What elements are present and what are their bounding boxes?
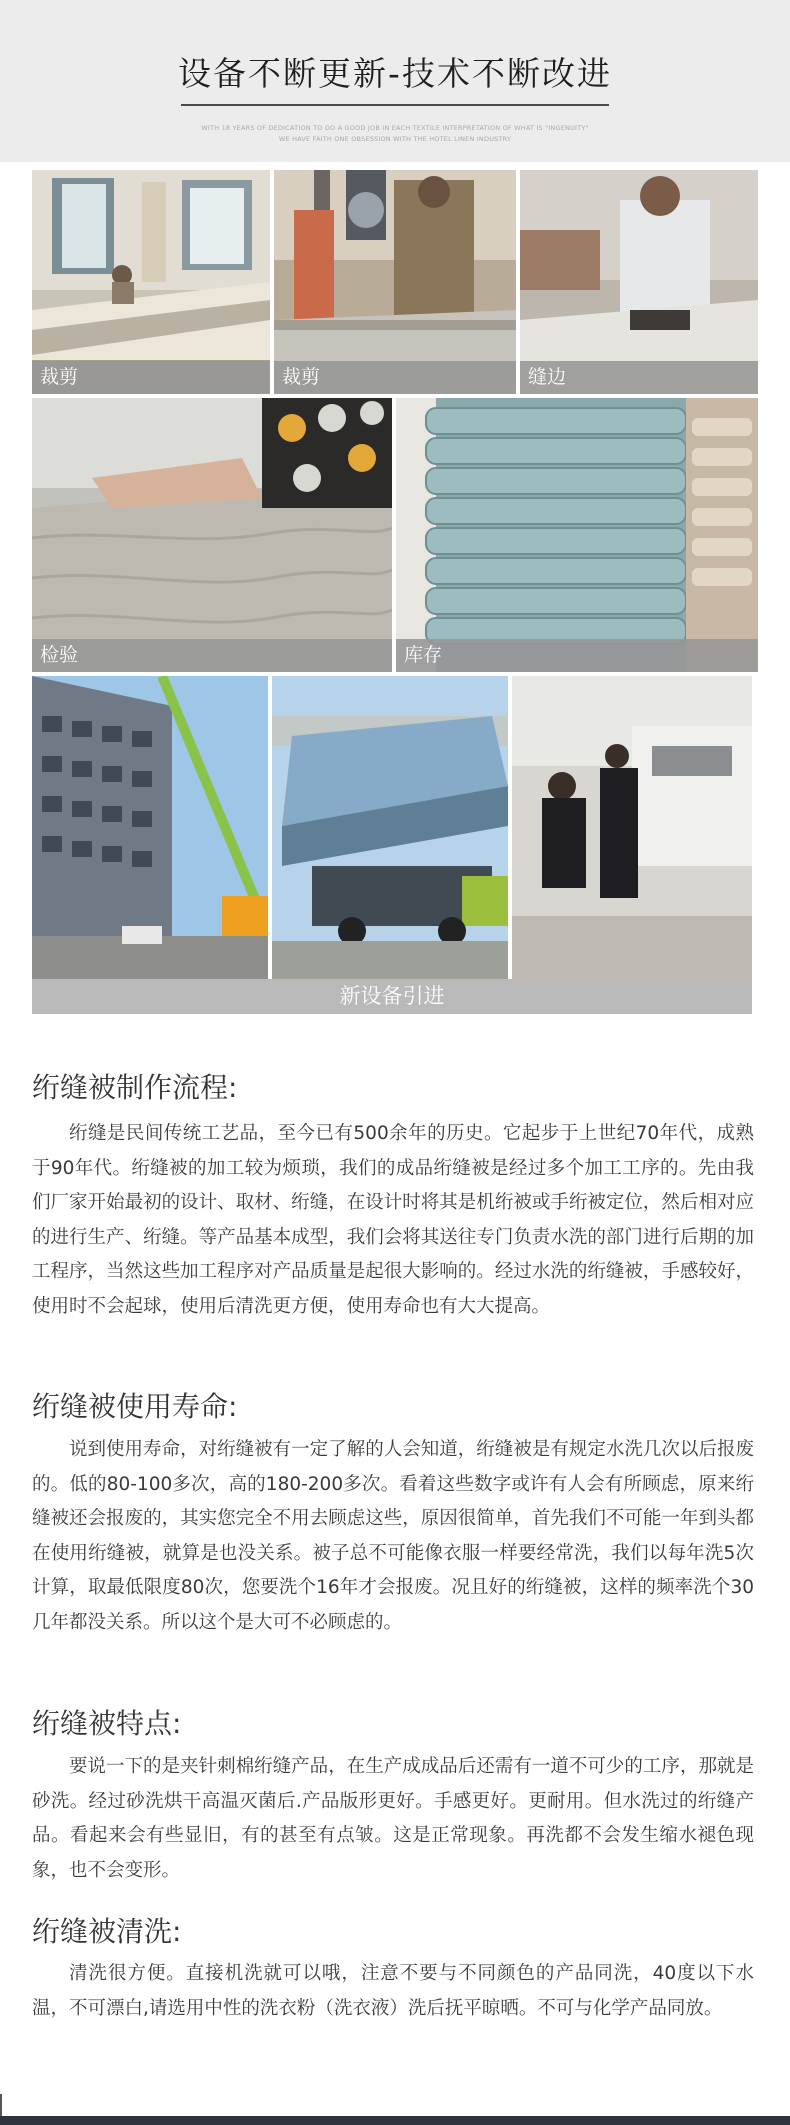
photo-cutting-2 xyxy=(274,170,516,394)
photo-caption: 裁剪 xyxy=(32,361,270,394)
header-subtitle-line2: WE HAVE FAITH ONE OBSESSION WITH THE HOTEL LINEN INDUSTRY xyxy=(278,135,512,143)
page-title: 设备不断更新-技术不断改进 xyxy=(178,54,612,93)
photo-machine-unloading xyxy=(272,676,508,979)
header-subtitle-line1: WITH 18 YEARS OF DEDICATION TO DO A GOOD JOB IN EACH TEXTILE INTERPRETATION OF WHAT IS "INGENUITY" xyxy=(201,124,589,132)
photo-cutting-1 xyxy=(32,170,270,394)
new-equipment-caption: 新设备引进 xyxy=(32,979,752,1014)
section-body-washing: 清洗很方便。直接机洗就可以哦，注意不要与不同颜色的产品同洗，40度以下水温，不可漂白,请选用中性的洗衣粉（洗衣液）洗后抚平晾晒。不可与化学产品同放。 xyxy=(32,1963,754,2019)
photo-hemming xyxy=(520,170,758,394)
photo-caption: 库存 xyxy=(396,639,758,672)
title-underline xyxy=(181,104,609,106)
inspection-image xyxy=(32,398,392,672)
photo-inventory xyxy=(396,398,758,672)
section-body-features: 要说一下的是夹针刺棉绗缝产品，在生产成成品后还需有一道不可少的工序，那就是砂洗。经过砂洗烘干高温灭菌后.产品版形更好。手感更好。更耐用。但水洗过的绗缝产品。看起来会有些显旧，有的甚至有点皱。这是正常现象。再洗都不会发生缩水褪色现象，也不会变形。 xyxy=(32,1756,754,1881)
left-edge-mark xyxy=(0,2094,2,2116)
photo-machine-installation xyxy=(512,676,752,979)
section-body-lifespan: 说到使用寿命，对绗缝被有一定了解的人会知道，绗缝被是有规定水洗几次以后报废的。低的80-100多次，高的180-200多次。看着这些数字或许有人会有所顾虑，原来绗缝被还会报废的，其实您完全不用去顾虑这些，原因很简单，首先我们不可能一年到头都在使用绗缝被，就算是也没关系。被子总不可能像衣服一样要经常洗，我们以每年洗5次计算，取最低限度80次，您要洗个16年才会报废。况且好的绗缝被，这样的频率洗个30几年都没关系。所以这个是大可不必顾虑的。 xyxy=(32,1439,754,1633)
section-title-process: 绗缝被制作流程: xyxy=(32,1071,238,1104)
inventory-stack-image xyxy=(396,398,758,672)
section-title-features: 绗缝被特点: xyxy=(32,1707,182,1740)
photo-crane-building xyxy=(32,676,268,979)
photo-caption: 缝边 xyxy=(520,361,758,394)
machine-installation-image xyxy=(512,676,752,979)
page-header xyxy=(0,0,790,162)
photo-inspection xyxy=(32,398,392,672)
machine-unloading-image xyxy=(272,676,508,979)
section-body-process: 绗缝是民间传统工艺品，至今已有500余年的历史。它起步于上世纪70年代，成熟于90年代。绗缝被的加工较为烦琐，我们的成品绗缝被是经过多个加工工序的。先由我们厂家开始最初的设计、取材、绗缝，在设计时将其是机绗被或手绗被定位，然后相对应的进行生产、绗缝。等产品基本成型，我们会将其送往专门负责水洗的部门进行后期的加工程序，当然这些加工程序对产品质量是起很大影响的。经过水洗的绗缝被，手感较好，使用时不会起球，使用后清洗更方便，使用寿命也有大大提高。 xyxy=(32,1123,754,1317)
section-title-lifespan: 绗缝被使用寿命: xyxy=(32,1390,238,1423)
photo-caption: 裁剪 xyxy=(274,361,516,394)
photo-caption: 检验 xyxy=(32,639,392,672)
crane-building-image xyxy=(32,676,268,979)
section-title-washing: 绗缝被清洗: xyxy=(32,1915,182,1948)
footer-bar xyxy=(0,2116,790,2125)
